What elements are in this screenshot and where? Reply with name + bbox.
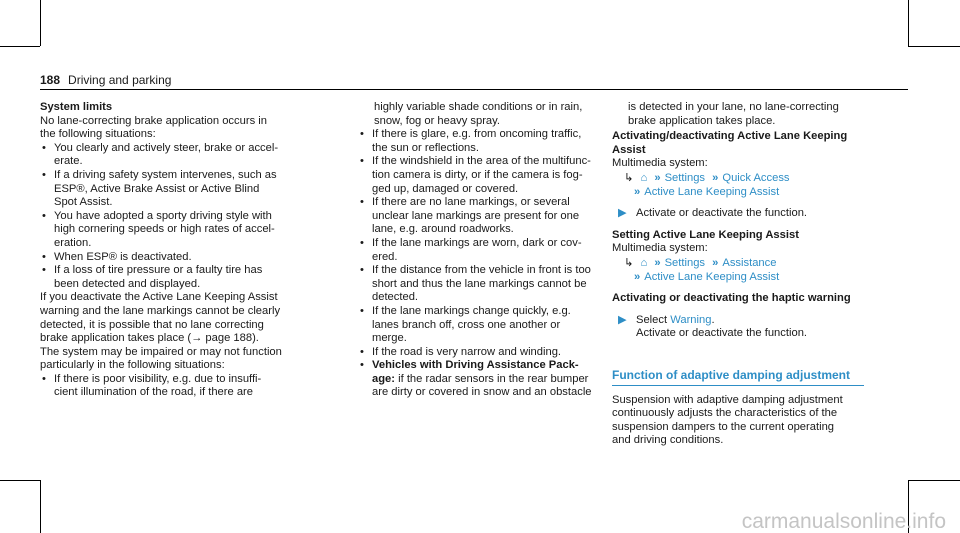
- crop-mark: [40, 0, 41, 46]
- crop-mark: [908, 46, 960, 47]
- limits-list: [40, 142, 328, 292]
- list-item: • If a loss of tire pressure or a faulty tire has been detected and displayed.: [40, 264, 328, 291]
- continued-text: highly variable shade conditions or in rain, snow, fog or heavy spray.: [374, 101, 583, 127]
- menu-item-assistance: Assistance: [722, 256, 777, 269]
- list-item: • Vehicles with Driving Assistance Pack- age: if the radar sensors in the rear bumper are dirty or covered in snow and an obstacle: [358, 359, 616, 400]
- crop-mark: [908, 480, 960, 481]
- header-divider: [40, 89, 908, 90]
- watermark: carmanualsonline.info: [741, 510, 946, 533]
- home-icon: ⌂: [640, 256, 648, 269]
- chevron-icon: »: [654, 171, 661, 184]
- list-item: • If the windshield in the area of the multifunc- tion camera is dirty, or if the camera is fog- ged up, damaged or covered.: [358, 155, 616, 196]
- section-divider: [612, 385, 864, 386]
- list-item: • If the road is very narrow and winding.: [358, 346, 616, 360]
- path-arrow-icon: ↳: [624, 256, 634, 269]
- paragraph-warning: If you deactivate the Active Lane Keeping Assist warning and the lane markings cannot be clearly detected, it is possible that no lane correcting brake application takes place (→ page 188).: [40, 291, 281, 345]
- menu-item-alka: Active Lane Keeping Assist: [644, 270, 780, 283]
- menu-item-settings: Settings: [664, 256, 706, 269]
- crop-mark: [908, 0, 909, 46]
- list-item: • If there is poor visibility, e.g. due to insuffi- cient illumination of the road, if there are: [40, 373, 328, 400]
- damping-text: Suspension with adaptive damping adjustment continuously adjusts the characteristics of the suspension dampers to the current operating and driving conditions.: [612, 393, 843, 447]
- chevron-icon: »: [712, 171, 719, 184]
- section-title-damping: Function of adaptive damping adjustment: [612, 367, 851, 382]
- list-item: • If there is glare, e.g. from oncoming traffic, the sun or reflections.: [358, 128, 616, 155]
- multimedia-label: Multimedia system:: [612, 242, 708, 255]
- list-item: • You have adopted a sporty driving style with high cornering speeds or high rates of accel- eration.: [40, 210, 328, 251]
- heading-activating: Activating/deactivating Active Lane Keeping Assist: [612, 130, 848, 156]
- instruction-step: ▶ Select Warning. Activate or deactivate the function.: [612, 314, 908, 341]
- triangle-bullet-icon: ▶: [618, 313, 627, 326]
- paragraph-impaired: The system may be impaired or may not function particularly in the following situations:: [40, 345, 282, 372]
- list-item: • If the lane markings change quickly, e.g. lanes branch off, cross one another or merge.: [358, 305, 616, 346]
- intro-text: No lane-correcting brake application occurs in the following situations:: [40, 114, 267, 141]
- list-item: • When ESP® is deactivated.: [40, 251, 328, 265]
- list-item: • If the distance from the vehicle in front is too short and thus the lane markings cannot be detected.: [358, 264, 616, 305]
- list-item: • If there are no lane markings, or several unclear lane markings are present for one lane, e.g. around roadworks.: [358, 196, 616, 237]
- list-item: • If a driving safety system intervenes, such as ESP®, Active Brake Assist or Active Blind Spot Assist.: [40, 169, 328, 210]
- column-1: [40, 101, 328, 400]
- instruction-step: ▶ Activate or deactivate the function.: [612, 207, 908, 221]
- column-2: [358, 101, 616, 400]
- chevron-icon: »: [634, 270, 641, 283]
- home-icon: ⌂: [640, 171, 648, 184]
- menu-path-1: [612, 172, 908, 199]
- warning-option: Warning: [670, 313, 712, 326]
- crop-mark: [40, 480, 41, 533]
- crop-mark: [0, 480, 40, 481]
- impaired-list: [40, 373, 328, 400]
- menu-path-2: [612, 257, 908, 284]
- page-header: [40, 74, 171, 88]
- crop-mark: [0, 46, 40, 47]
- heading-system-limits: System limits: [40, 101, 113, 113]
- menu-item-settings: Settings: [664, 171, 706, 184]
- chevron-icon: »: [654, 256, 661, 269]
- chevron-icon: »: [712, 256, 719, 269]
- heading-haptic: Activating or deactivating the haptic warning: [612, 292, 851, 305]
- menu-item-quick-access: Quick Access: [722, 171, 790, 184]
- list-item: • You clearly and actively steer, brake or accel- erate.: [40, 142, 328, 169]
- column-3: [612, 101, 908, 448]
- heading-setting: Setting Active Lane Keeping Assist: [612, 228, 799, 241]
- triangle-bullet-icon: ▶: [618, 207, 627, 220]
- path-arrow-icon: ↳: [624, 171, 634, 184]
- menu-item-alka: Active Lane Keeping Assist: [644, 185, 780, 198]
- section-title: Driving and parking: [68, 73, 172, 87]
- list-item: • If the lane markings are worn, dark or cov- ered.: [358, 237, 616, 264]
- impaired-list-continued: [358, 128, 616, 400]
- multimedia-label: Multimedia system:: [612, 157, 708, 170]
- page-number: 188: [40, 73, 61, 87]
- chevron-icon: »: [634, 185, 641, 198]
- continued-text: is detected in your lane, no lane-correcting brake application takes place.: [628, 101, 839, 127]
